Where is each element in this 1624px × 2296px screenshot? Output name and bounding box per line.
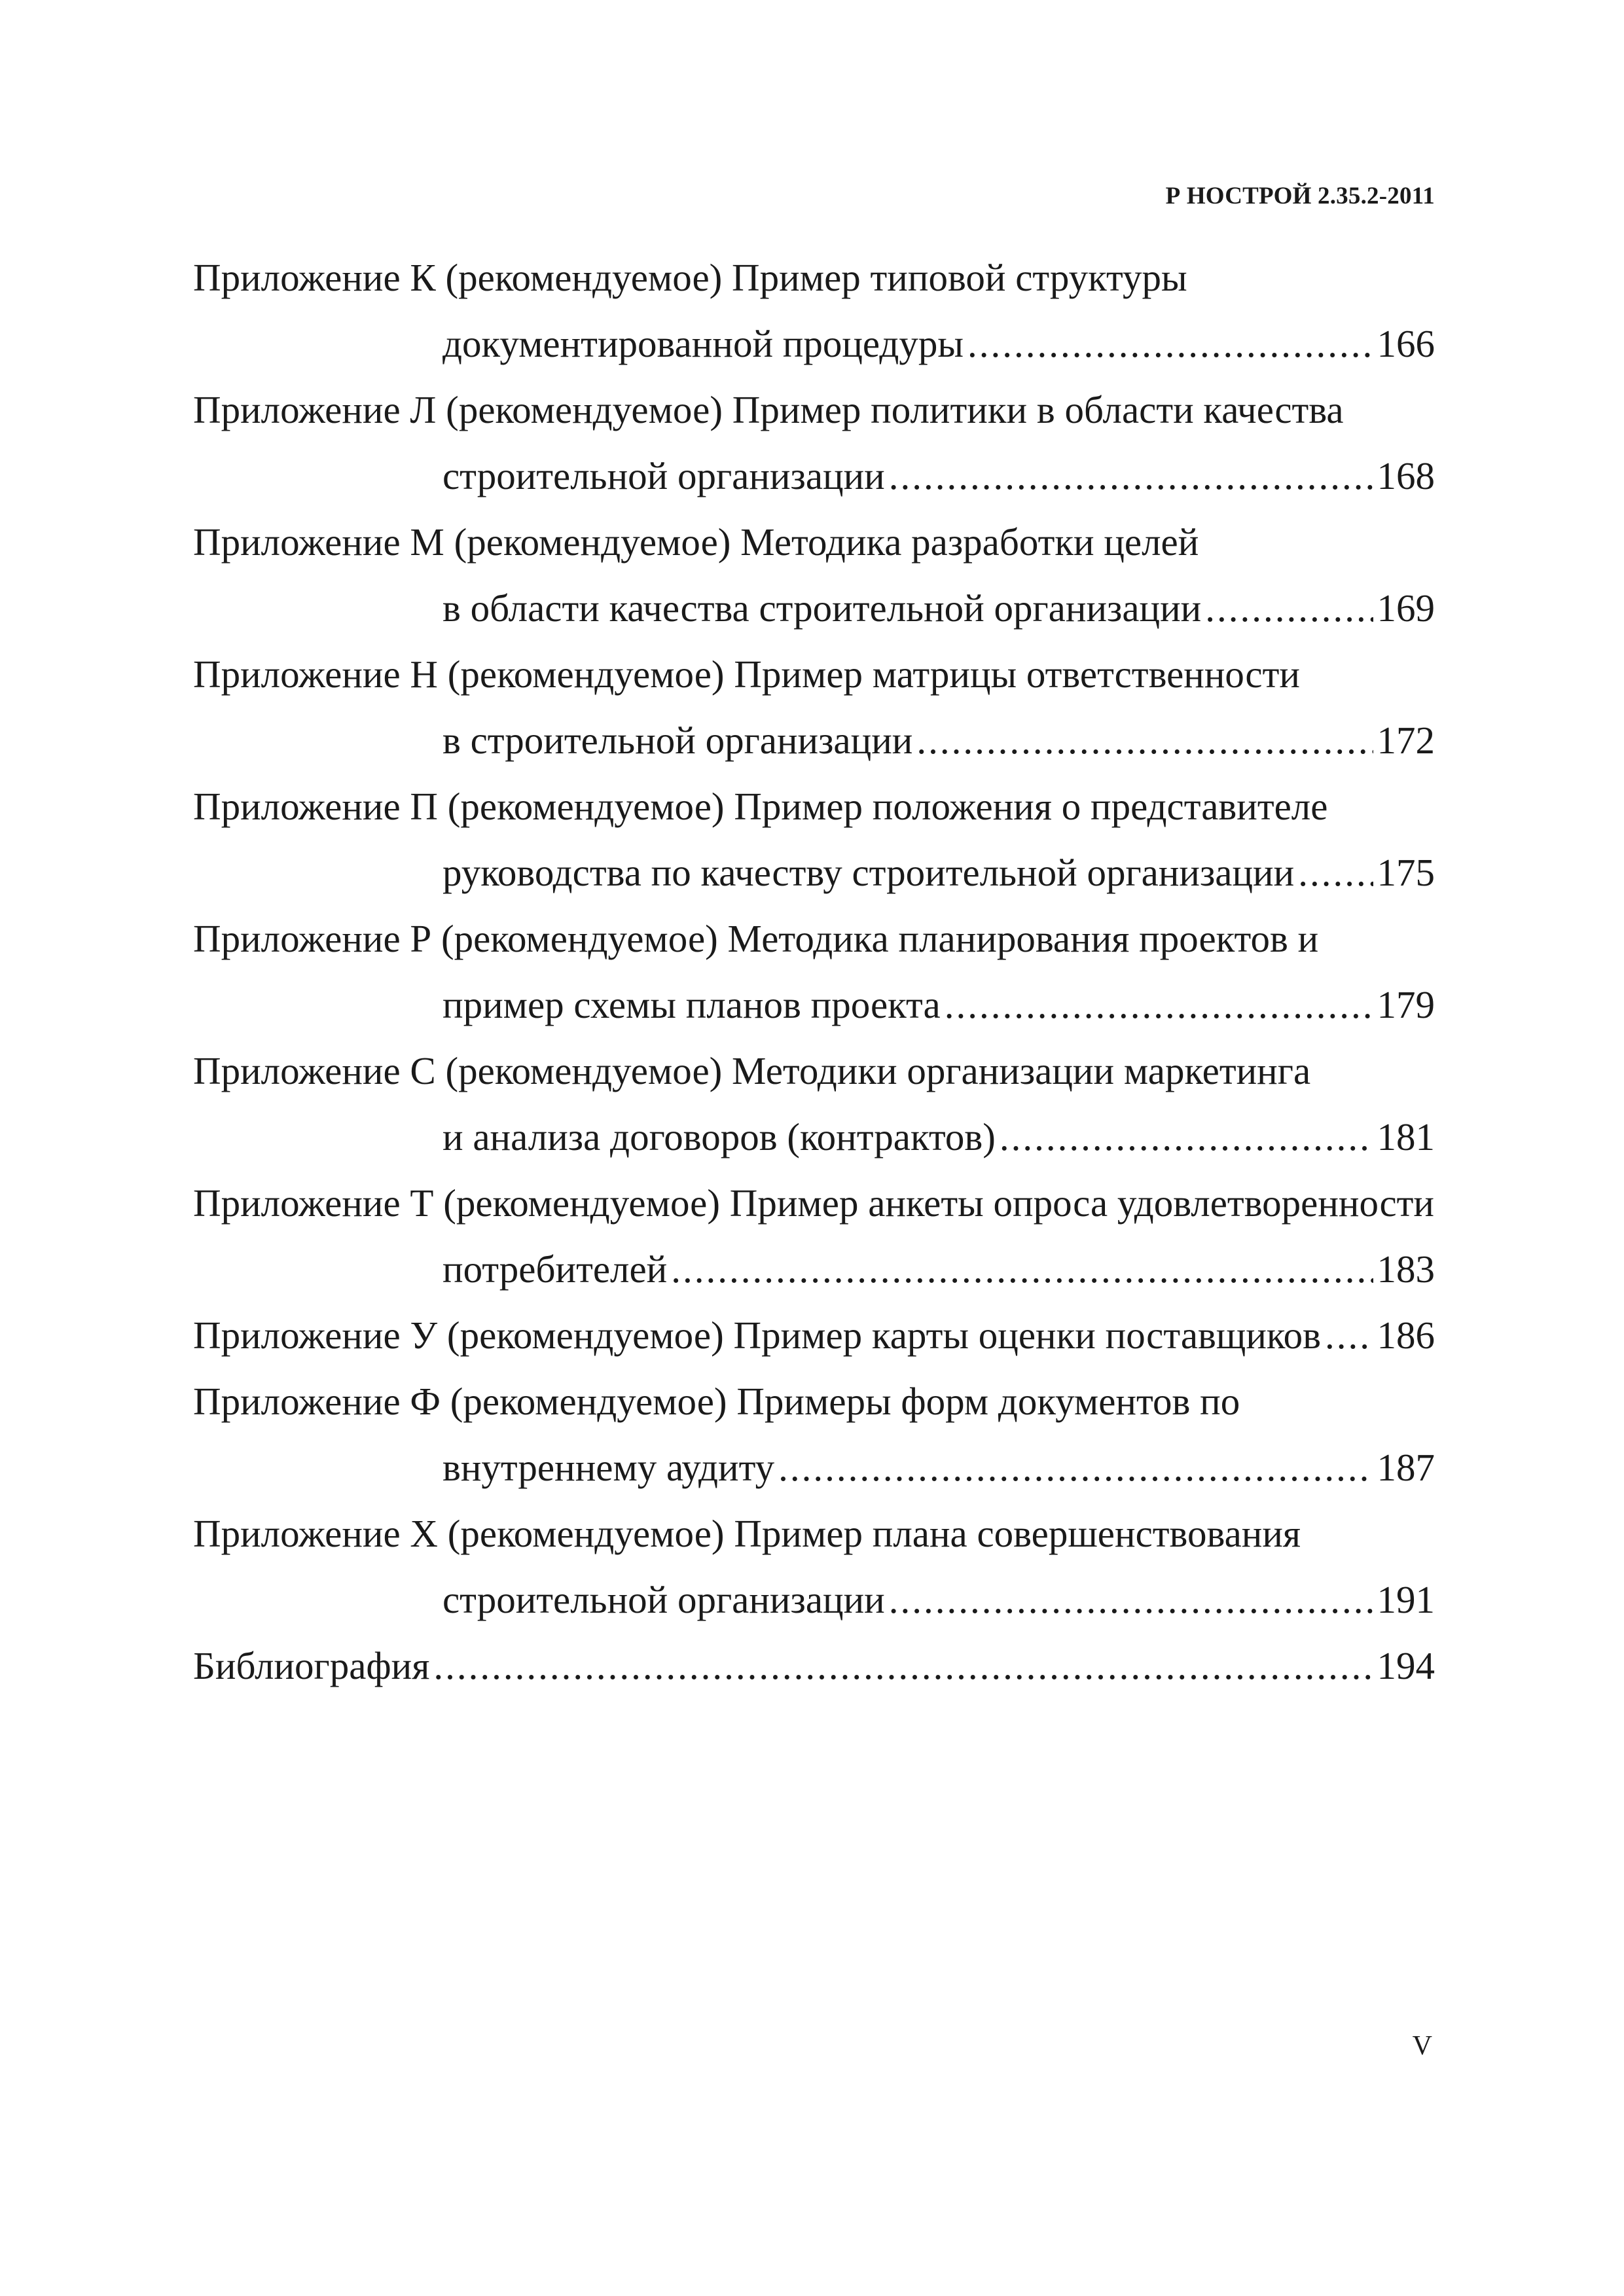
toc-entry [193, 1369, 1435, 1501]
toc-entry-title: Приложение Х (рекомендуемое) Пример плана совершенствования [193, 1512, 1301, 1555]
toc-entry-title-line [193, 1302, 1435, 1369]
dot-leader [671, 1236, 1373, 1302]
dot-leader [1298, 840, 1373, 906]
toc-entry-subtitle: внутреннему аудиту [442, 1446, 775, 1489]
toc-entry-title: Приложение С (рекомендуемое) Методики организации маркетинга [193, 1049, 1311, 1092]
table-of-contents [193, 245, 1435, 1699]
toc-entry-continuation-line [193, 1104, 1435, 1170]
toc-entry-subtitle: строительной организации [442, 1578, 885, 1621]
dot-leader [433, 1633, 1373, 1699]
toc-entry-title-line [193, 509, 1435, 575]
toc-page-number: 194 [1377, 1644, 1435, 1687]
toc-entry-subtitle: в области качества строительной организации [442, 586, 1202, 630]
toc-entry [193, 509, 1435, 641]
toc-page-number: 187 [1377, 1446, 1435, 1489]
toc-page-number: 169 [1377, 586, 1435, 630]
toc-entry-title-line [193, 377, 1435, 443]
toc-page-number: 191 [1377, 1578, 1435, 1621]
toc-page-number: 172 [1377, 719, 1435, 762]
toc-page-number: 179 [1377, 983, 1435, 1026]
toc-entry-subtitle: пример схемы планов проекта [442, 983, 941, 1026]
toc-entry-title: Приложение Н (рекомендуемое) Пример матрицы ответственности [193, 653, 1300, 696]
toc-entry [193, 906, 1435, 1038]
toc-entry-title-line [193, 245, 1435, 311]
toc-entry-title-line [193, 1038, 1435, 1104]
toc-entry-continuation-line [193, 575, 1435, 641]
toc-entry-title-line [193, 906, 1435, 972]
document-code: Р НОСТРОЙ 2.35.2-2011 [1165, 183, 1435, 209]
toc-entry-title-line [193, 774, 1435, 840]
toc-entry [193, 1170, 1435, 1302]
toc-entry-title: Приложение Р (рекомендуемое) Методика планирования проектов и [193, 917, 1319, 960]
toc-page-number: 175 [1377, 851, 1435, 894]
toc-entry-continuation-line [193, 311, 1435, 377]
dot-leader [889, 1567, 1373, 1633]
toc-entry-continuation-line [193, 1236, 1435, 1302]
toc-entry-subtitle: документированной процедуры [442, 322, 964, 365]
toc-entry [193, 1038, 1435, 1170]
toc-entry-title: Приложение Т (рекомендуемое) Пример анкеты опроса удовлетворенности [193, 1181, 1435, 1225]
dot-leader [945, 972, 1373, 1038]
toc-entry [193, 641, 1435, 774]
toc-entry-title: Библиография [193, 1644, 430, 1687]
toc-entry-title-line [193, 1501, 1435, 1567]
dot-leader [916, 708, 1373, 774]
toc-entry-subtitle: строительной организации [442, 454, 885, 497]
toc-entry-title-line [193, 641, 1435, 708]
toc-entry [193, 1501, 1435, 1633]
toc-entry-subtitle: в строительной организации [442, 719, 913, 762]
toc-entry-continuation-line [193, 840, 1435, 906]
toc-entry-title-line [193, 1170, 1435, 1236]
toc-entry-title: Приложение Ф (рекомендуемое) Примеры форм документов по [193, 1380, 1240, 1423]
toc-entry-title: Приложение К (рекомендуемое) Пример типовой структуры [193, 256, 1187, 299]
toc-entry-continuation-line [193, 1567, 1435, 1633]
dot-leader [1205, 575, 1373, 641]
toc-entry-title: Приложение Л (рекомендуемое) Пример политики в области качества [193, 388, 1344, 431]
toc-entry-title: Приложение П (рекомендуемое) Пример положения о представителе [193, 785, 1328, 828]
dot-leader [1000, 1104, 1373, 1170]
toc-entry [193, 1302, 1435, 1369]
page-number: V [1412, 2031, 1432, 2061]
toc-entry [193, 377, 1435, 509]
toc-entry [193, 1633, 1435, 1699]
dot-leader [778, 1435, 1373, 1501]
toc-page-number: 166 [1377, 322, 1435, 365]
dot-leader [967, 311, 1373, 377]
toc-entry-continuation-line [193, 443, 1435, 509]
toc-entry-subtitle: руководства по качеству строительной организации [442, 851, 1295, 894]
toc-entry-subtitle: и анализа договоров (контрактов) [442, 1115, 996, 1158]
dot-leader [1325, 1302, 1373, 1369]
toc-entry [193, 774, 1435, 906]
toc-page-number: 168 [1377, 454, 1435, 497]
toc-entry-continuation-line [193, 708, 1435, 774]
toc-page-number: 181 [1377, 1115, 1435, 1158]
toc-entry-title-line [193, 1633, 1435, 1699]
toc-entry-title: Приложение М (рекомендуемое) Методика разработки целей [193, 520, 1199, 564]
toc-entry-subtitle: потребителей [442, 1247, 668, 1291]
toc-entry-title: Приложение У (рекомендуемое) Пример карты оценки поставщиков [193, 1314, 1321, 1357]
toc-entry-continuation-line [193, 972, 1435, 1038]
toc-entry-title-line [193, 1369, 1435, 1435]
toc-entry-continuation-line [193, 1435, 1435, 1501]
toc-page-number: 183 [1377, 1247, 1435, 1291]
toc-page-number: 186 [1377, 1314, 1435, 1357]
toc-entry [193, 245, 1435, 377]
dot-leader [889, 443, 1373, 509]
